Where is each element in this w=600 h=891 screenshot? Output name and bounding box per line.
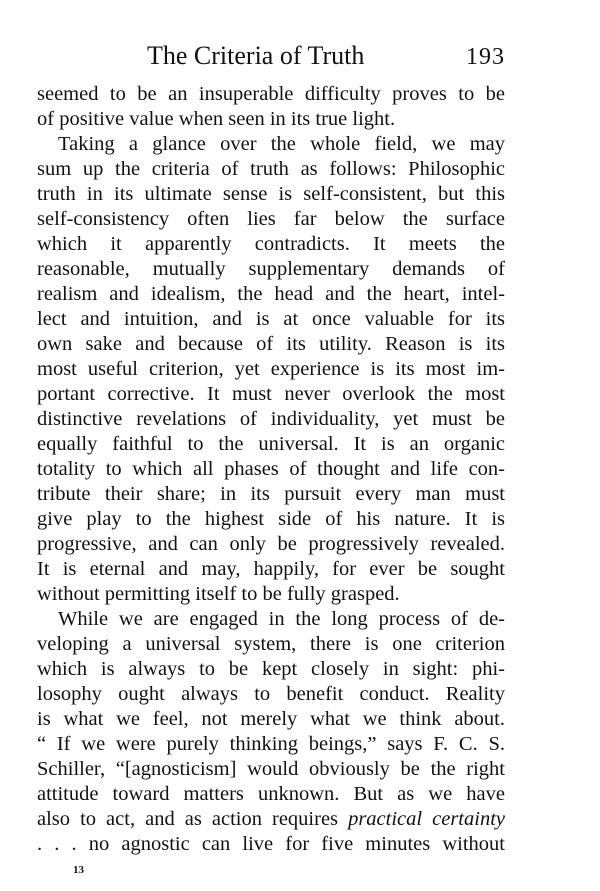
text-line-content: progressive, and can only be progressively revealed. — [37, 533, 505, 555]
text-line — [37, 732, 505, 757]
text-line — [37, 257, 505, 282]
text-line-content: equally faithful to the universal. It is an organic — [37, 433, 505, 455]
text-line-content: of positive value when seen in its true light. — [37, 108, 396, 130]
text-line — [37, 432, 505, 457]
text-line-content: own sake and because of its utility. Reason is its — [37, 333, 505, 355]
text-line-content: totality to which all phases of thought and life con- — [37, 458, 505, 480]
text-line — [37, 207, 505, 232]
text-line — [37, 807, 505, 832]
text-line — [37, 457, 505, 482]
text-line — [37, 757, 505, 782]
text-line-content: without permitting itself to be fully grasped. — [37, 583, 400, 605]
page-number: 193 — [466, 44, 505, 70]
text-line — [37, 782, 505, 807]
text-line-content: . . . no agnostic can live for five minutes without — [37, 833, 505, 855]
text-line-content: While we are engaged in the long process of de- — [58, 608, 505, 630]
text-line — [37, 507, 505, 532]
text-line — [37, 332, 505, 357]
text-line — [37, 307, 505, 332]
text-line — [37, 182, 505, 207]
text-line-content: sum up the criteria of truth as follows: Philosophic — [37, 158, 505, 180]
text-line-content: also to act, and as action requires — [37, 808, 349, 830]
running-title: The Criteria of Truth — [147, 41, 365, 70]
text-line — [37, 107, 505, 132]
signature-mark: 13 — [73, 864, 84, 876]
text-line-content: which is always to be kept closely in sight: phi- — [37, 658, 505, 680]
text-line — [37, 582, 505, 607]
text-line — [37, 482, 505, 507]
body-text — [37, 82, 505, 857]
text-line-content: veloping a universal system, there is one criterion — [37, 633, 505, 655]
text-line — [37, 682, 505, 707]
text-line — [37, 407, 505, 432]
text-line — [37, 382, 505, 407]
running-header — [37, 40, 505, 74]
text-line-content: tribute their share; in its pursuit every man must — [37, 483, 505, 505]
text-line — [37, 632, 505, 657]
text-line — [37, 232, 505, 257]
text-line — [37, 557, 505, 582]
text-line-content: losophy ought always to benefit conduct. Reality — [37, 683, 505, 705]
text-line-content: “ If we were purely thinking beings,” says F. C. S. — [37, 733, 505, 755]
text-line-content: reasonable, mutually supplementary demands of — [37, 258, 505, 280]
text-line — [37, 532, 505, 557]
text-line — [37, 657, 505, 682]
text-line-content: distinctive revelations of individuality, yet must be — [37, 408, 505, 430]
text-line — [37, 832, 505, 857]
text-line-content: is what we feel, not merely what we think about. — [37, 708, 505, 730]
text-line — [37, 357, 505, 382]
text-line-content: attitude toward matters unknown. But as we have — [37, 783, 505, 805]
text-line-content: It is eternal and may, happily, for ever be sought — [37, 558, 505, 580]
text-line-content: lect and intuition, and is at once valuable for its — [37, 308, 505, 330]
text-line-content: portant corrective. It must never overlook the most — [37, 383, 505, 405]
text-line — [37, 282, 505, 307]
text-line — [37, 132, 505, 157]
text-line-content: give play to the highest side of his nature. It is — [37, 508, 505, 530]
text-line-content: Schiller, “[agnosticism] would obviously be the right — [37, 758, 505, 780]
text-line — [37, 82, 505, 107]
text-line-content: self-consistency often lies far below the surface — [37, 208, 505, 230]
text-line-content: truth in its ultimate sense is self-consistent, but this — [37, 183, 505, 205]
text-line-content: realism and idealism, the head and the heart, intel- — [37, 283, 505, 305]
text-line-content: which it apparently contradicts. It meets the — [37, 233, 505, 255]
text-line — [37, 707, 505, 732]
italic-phrase: practical certainty — [348, 808, 505, 830]
text-line-content: seemed to be an insuperable difficulty proves to be — [37, 83, 505, 105]
text-line — [37, 607, 505, 632]
text-line-content: most useful criterion, yet experience is its most im- — [37, 358, 505, 380]
text-line — [37, 157, 505, 182]
text-line-content: Taking a glance over the whole field, we may — [58, 133, 505, 155]
